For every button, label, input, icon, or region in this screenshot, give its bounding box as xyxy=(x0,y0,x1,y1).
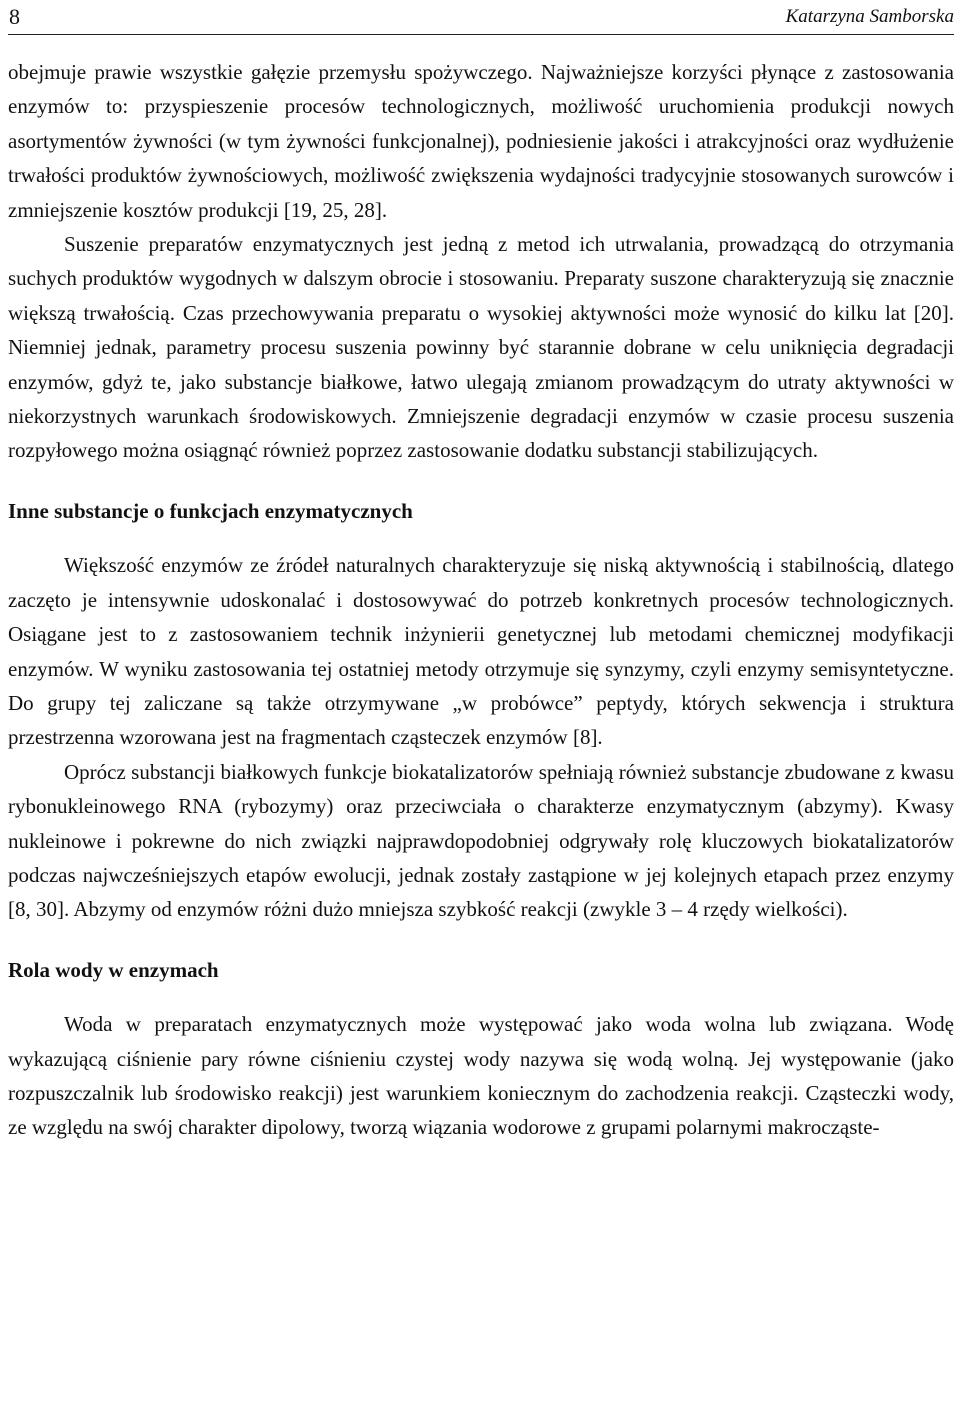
page-number: 8 xyxy=(9,4,20,29)
section-heading-other-substances: Inne substancje o funkcjach enzymatycznych xyxy=(8,498,413,523)
paragraph-water: Woda w preparatach enzymatycznych może występować jako woda wolna lub związana. Wodę wykazującą ciśnienie pary równe ciśnieniu czystej wody nazywa się wodą wolną. Jej występowanie (jako rozpuszczalnik lub środowisko reakcji) jest warunkiem koniecznym do zachodzenia reakcji. Cząsteczki wody, ze względu na swój charakter dipolowy, tworzą wiązania wodorowe z grupami polarnymi makrocząste- xyxy=(8,1012,954,1140)
running-head-author: Katarzyna Samborska xyxy=(785,6,954,27)
paragraph-synzymes: Większość enzymów ze źródeł naturalnych charakteryzuje się niską aktywnością i stabilnością, dlatego zaczęto je intensywnie udoskonalać i dostosowywać do potrzeb konkretnych procesów technologicznych. Osiągane jest to z zastosowaniem technik inżynierii genetycznej lub metodami chemicznej modyfikacji enzymów. W wyniku zastosowania tej ostatniej metody otrzymuje się synzymy, czyli enzymy semisyntetyczne. Do grupy tej zaliczane są także otrzymywane „w probówce” peptydy, których sekwencja i struktura przestrzenna wzorowana jest na fragmentach cząsteczek enzymów [8]. xyxy=(8,553,954,750)
paragraph-ribozymes: Oprócz substancji białkowych funkcje biokatalizatorów spełniają również substancje zbudowane z kwasu rybonukleinowego RNA (rybozymy) oraz przeciwciała o charakterze enzymatycznym (abzymy). Kwasy nukleinowe i pokrewne do nich związki najprawdopodobniej odgrywały rolę kluczowych biokatalizatorów podczas najwcześniejszych etapów ewolucji, jednak zostały zastąpione w jej kolejnych etapach przez enzymy [8, 30]. Abzymy od enzymów różni dużo mniejsza szybkość reakcji (zwykle 3 – 4 rzędy wielkości). xyxy=(8,759,954,922)
document-page xyxy=(8,0,954,1145)
body-text xyxy=(8,55,954,1145)
paragraph-intro: obejmuje prawie wszystkie gałęzie przemysłu spożywczego. Najważniejsze korzyści płynące z zastosowania enzymów to: przyspieszenie procesów technologicznych, możliwość uruchomienia produkcji nowych asortymentów żywności (w tym żywności funkcjonalnej), podniesienie jakości i atrakcyjności oraz wydłużenie trwałości produktów żywnościowych, możliwość zwiększenia wydajności tradycyjnie stosowanych surowców i zmniejszenie kosztów produkcji [19, 25, 28]. xyxy=(8,60,954,222)
paragraph-drying: Suszenie preparatów enzymatycznych jest jedną z metod ich utrwalania, prowadzącą do otrzymania suchych produktów wygodnych w dalszym obrocie i stosowaniu. Preparaty suszone charakteryzują się znacznie większą trwałością. Czas przechowywania preparatu o wysokiej aktywności może wynosić do kilku lat [20]. Niemniej jednak, parametry procesu suszenia powinny być starannie dobrane w celu uniknięcia degradacji enzymów, gdyż te, jako substancje białkowe, łatwo ulegają zmianom prowadzącym do utraty aktywności w niekorzystnych warunkach środowiskowych. Zmniejszenie degradacji enzymów w czasie procesu suszenia rozpyłowego można osiągnąć również poprzez zastosowanie dodatku substancji stabilizujących. xyxy=(8,232,954,463)
page-header xyxy=(8,0,954,35)
section-heading-water-role: Rola wody w enzymach xyxy=(8,957,219,982)
